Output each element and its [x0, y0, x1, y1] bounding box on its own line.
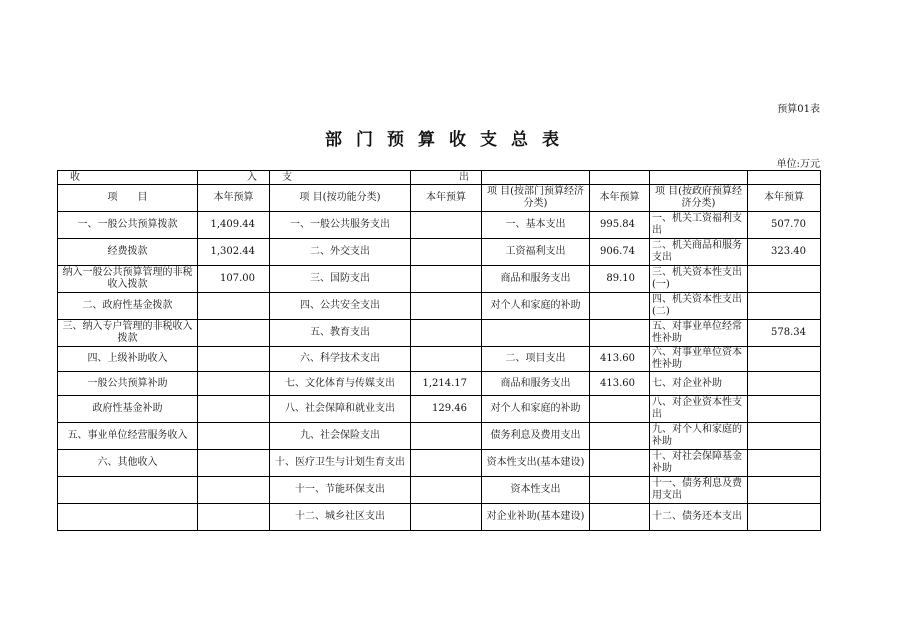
table-row [58, 396, 821, 423]
dept-econ-amount-cell [590, 450, 650, 477]
function-item-cell: 十、医疗卫生与计划生育支出 [270, 450, 411, 477]
dept-econ-item-cell: 对企业补助(基本建设) [482, 504, 590, 531]
gov-econ-item-cell: 二、机关商品和服务支出 [650, 239, 748, 266]
gov-econ-amount-cell [748, 396, 821, 423]
dept-econ-amount-cell [590, 423, 650, 450]
function-amount-cell [411, 212, 482, 239]
function-amount-cell: 1,214.17 [411, 372, 482, 396]
gov-econ-item-cell: 四、机关资本性支出(二) [650, 293, 748, 320]
income-label-left: 收 [58, 171, 198, 185]
function-item-cell: 三、国防支出 [270, 266, 411, 293]
dept-econ-amount-cell [590, 396, 650, 423]
function-item-cell: 十一、节能环保支出 [270, 477, 411, 504]
empty-header-cell [650, 171, 748, 185]
dept-econ-amount-cell [590, 504, 650, 531]
function-item-cell: 二、外交支出 [270, 239, 411, 266]
income-item-cell: 四、上级补助收入 [58, 347, 198, 372]
dept-econ-item-cell: 资本性支出 [482, 477, 590, 504]
table-row [58, 293, 821, 320]
dept-econ-item-cell: 商品和服务支出 [482, 372, 590, 396]
dept-econ-item-cell: 债务利息及费用支出 [482, 423, 590, 450]
empty-header-cell [748, 171, 821, 185]
function-amount-cell [411, 347, 482, 372]
income-amount-cell [198, 423, 270, 450]
budget-table [57, 170, 821, 531]
dept-econ-item-cell: 一、基本支出 [482, 212, 590, 239]
gov-econ-amount-cell [748, 504, 821, 531]
table-row [58, 504, 821, 531]
empty-header-cell [482, 171, 590, 185]
dept-econ-item-cell: 商品和服务支出 [482, 266, 590, 293]
income-amount-cell: 107.00 [198, 266, 270, 293]
income-item-cell: 三、纳入专户管理的非税收入拨款 [58, 320, 198, 347]
form-id: 预算01表 [777, 104, 820, 115]
table-row [58, 347, 821, 372]
gov-econ-item-cell: 五、对事业单位经常性补助 [650, 320, 748, 347]
dept-econ-item-cell: 工资福利支出 [482, 239, 590, 266]
gov-econ-amount-cell [748, 477, 821, 504]
table-row [58, 320, 821, 347]
income-amount-cell: 1,409.44 [198, 212, 270, 239]
gov-econ-amount-cell [748, 423, 821, 450]
income-amount-cell [198, 347, 270, 372]
dept-econ-item-cell: 资本性支出(基本建设) [482, 450, 590, 477]
function-item-cell: 一、一般公共服务支出 [270, 212, 411, 239]
dept-econ-amount-cell [590, 477, 650, 504]
gov-econ-item-cell: 三、机关资本性支出(一) [650, 266, 748, 293]
income-item-cell: 一、一般公共预算拨款 [58, 212, 198, 239]
income-amount-cell [198, 477, 270, 504]
gov-econ-item-cell: 十二、债务还本支出 [650, 504, 748, 531]
function-amount-cell [411, 320, 482, 347]
income-amount-cell [198, 293, 270, 320]
dept-econ-amount-cell [590, 293, 650, 320]
dept-econ-item-cell: 对个人和家庭的补助 [482, 396, 590, 423]
column-header: 本年预算 [590, 185, 650, 212]
dept-econ-amount-cell: 995.84 [590, 212, 650, 239]
income-amount-cell [198, 320, 270, 347]
dept-econ-item-cell: 二、项目支出 [482, 347, 590, 372]
income-amount-cell [198, 372, 270, 396]
column-header-row [58, 185, 821, 212]
gov-econ-item-cell: 九、对个人和家庭的补助 [650, 423, 748, 450]
gov-econ-amount-cell: 578.34 [748, 320, 821, 347]
gov-econ-amount-cell [748, 266, 821, 293]
table-row [58, 372, 821, 396]
dept-econ-amount-cell [590, 320, 650, 347]
function-item-cell: 九、社会保险支出 [270, 423, 411, 450]
function-item-cell: 四、公共安全支出 [270, 293, 411, 320]
table-row [58, 450, 821, 477]
column-header: 项 目(按部门预算经济分类) [482, 185, 590, 212]
income-item-cell [58, 504, 198, 531]
income-item-cell: 政府性基金补助 [58, 396, 198, 423]
column-header: 项 目(按功能分类) [270, 185, 411, 212]
income-amount-cell: 1,302.44 [198, 239, 270, 266]
column-header: 项 目 [58, 185, 198, 212]
gov-econ-amount-cell [748, 372, 821, 396]
column-header: 项 目(按政府预算经济分类) [650, 185, 748, 212]
dept-econ-amount-cell: 413.60 [590, 347, 650, 372]
table-row [58, 423, 821, 450]
function-item-cell: 五、教育支出 [270, 320, 411, 347]
group-header-row [58, 171, 821, 185]
function-amount-cell [411, 423, 482, 450]
function-item-cell: 十二、城乡社区支出 [270, 504, 411, 531]
dept-econ-item-cell [482, 320, 590, 347]
unit-label: 单位:万元 [776, 159, 820, 170]
gov-econ-item-cell: 十、对社会保障基金补助 [650, 450, 748, 477]
income-item-cell: 纳入一般公共预算管理的非税收入拨款 [58, 266, 198, 293]
table-row [58, 477, 821, 504]
income-amount-cell [198, 450, 270, 477]
table-row [58, 212, 821, 239]
function-amount-cell [411, 239, 482, 266]
dept-econ-item-cell: 对个人和家庭的补助 [482, 293, 590, 320]
function-amount-cell [411, 450, 482, 477]
income-item-cell [58, 477, 198, 504]
gov-econ-item-cell: 八、对企业资本性支出 [650, 396, 748, 423]
income-item-cell: 一般公共预算补助 [58, 372, 198, 396]
function-amount-cell [411, 504, 482, 531]
income-amount-cell [198, 504, 270, 531]
income-item-cell: 六、其他收入 [58, 450, 198, 477]
gov-econ-amount-cell: 507.70 [748, 212, 821, 239]
gov-econ-amount-cell [748, 293, 821, 320]
gov-econ-amount-cell [748, 450, 821, 477]
gov-econ-amount-cell [748, 347, 821, 372]
function-amount-cell [411, 293, 482, 320]
empty-header-cell [590, 171, 650, 185]
income-label-right: 入 [198, 171, 270, 185]
table-row [58, 239, 821, 266]
function-amount-cell [411, 266, 482, 293]
dept-econ-amount-cell: 906.74 [590, 239, 650, 266]
expense-label-left: 支 [270, 171, 411, 185]
function-item-cell: 七、文化体育与传媒支出 [270, 372, 411, 396]
income-item-cell: 二、政府性基金拨款 [58, 293, 198, 320]
column-header: 本年预算 [411, 185, 482, 212]
gov-econ-item-cell: 七、对企业补助 [650, 372, 748, 396]
column-header: 本年预算 [198, 185, 270, 212]
income-item-cell: 经费拨款 [58, 239, 198, 266]
function-item-cell: 六、科学技术支出 [270, 347, 411, 372]
dept-econ-amount-cell: 413.60 [590, 372, 650, 396]
gov-econ-item-cell: 六、对事业单位资本性补助 [650, 347, 748, 372]
function-amount-cell: 129.46 [411, 396, 482, 423]
page-title: 部门预算收支总表 [325, 130, 573, 150]
dept-econ-amount-cell: 89.10 [590, 266, 650, 293]
income-item-cell: 五、事业单位经营服务收入 [58, 423, 198, 450]
income-amount-cell [198, 396, 270, 423]
gov-econ-amount-cell: 323.40 [748, 239, 821, 266]
gov-econ-item-cell: 十一、债务利息及费用支出 [650, 477, 748, 504]
function-item-cell: 八、社会保障和就业支出 [270, 396, 411, 423]
gov-econ-item-cell: 一、机关工资福利支出 [650, 212, 748, 239]
table-row [58, 266, 821, 293]
function-amount-cell [411, 477, 482, 504]
expense-label-right: 出 [411, 171, 482, 185]
column-header: 本年预算 [748, 185, 821, 212]
